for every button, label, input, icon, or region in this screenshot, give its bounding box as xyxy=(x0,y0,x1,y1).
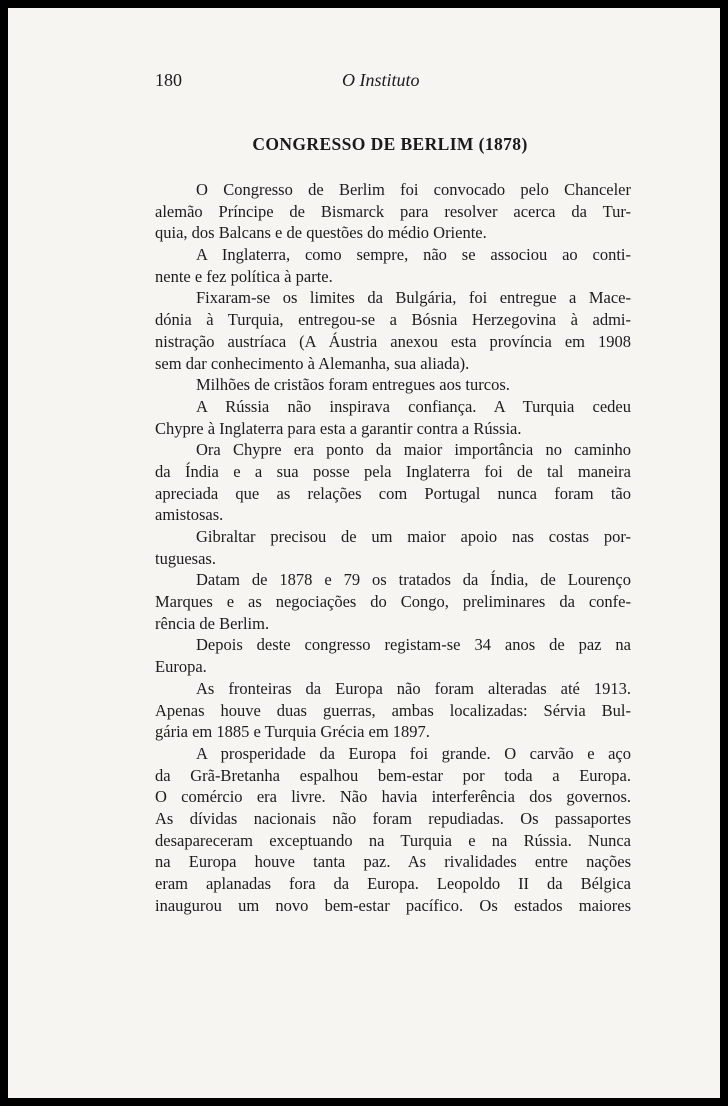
text-line: A Inglaterra, como sempre, não se associou ao conti- xyxy=(196,245,631,265)
text-line: Marques e as negociações do Congo, preliminares da confe- xyxy=(155,592,631,612)
text-line: O comércio era livre. Não havia interferência dos governos. xyxy=(155,787,631,807)
text-line: apreciada que as relações com Portugal nunca foram tão xyxy=(155,483,631,503)
text-line: sem dar conhecimento à Alemanha, sua aliada). xyxy=(155,353,470,373)
page-number: 180 xyxy=(155,70,182,90)
book-page xyxy=(8,8,720,1098)
text-line: desapareceram exceptuando na Turquia e na Rússia. Nunca xyxy=(155,830,631,850)
text-line: As fronteiras da Europa não foram alteradas até 1913. xyxy=(196,678,631,698)
text-line: A prosperidade da Europa foi grande. O carvão e aço xyxy=(196,743,631,763)
text-line: da Grã-Bretanha espalhou bem-estar por toda a Europa. xyxy=(155,765,631,785)
text-line: As dívidas nacionais não foram repudiadas. Os passaportes xyxy=(155,808,631,828)
text-line: Chypre à Inglaterra para esta a garantir contra a Rússia. xyxy=(155,418,522,438)
text-line: O Congresso de Berlim foi convocado pelo Chanceler xyxy=(196,180,631,199)
text-line: na Europa houve tanta paz. As rivalidades entre nações xyxy=(155,852,631,872)
text-line: quia, dos Balcans e de questões do médio Oriente. xyxy=(155,223,487,243)
text-line: Milhões de cristãos foram entregues aos turcos. xyxy=(196,375,510,395)
text-line: alemão Príncipe de Bismarck para resolver acerca da Tur- xyxy=(155,201,631,221)
text-line: eram aplanadas fora da Europa. Leopoldo II da Bélgica xyxy=(155,874,631,893)
text-line: amistosas. xyxy=(155,505,224,525)
running-title: O Instituto xyxy=(342,70,420,90)
section-title: CONGRESSO DE BERLIM (1878) xyxy=(252,134,528,154)
text-line: dónia à Turquia, entregou-se a Bósnia Herzegovina à admi- xyxy=(155,310,631,330)
text-line: rência de Berlim. xyxy=(155,613,270,633)
text-line: nente e fez política à parte. xyxy=(155,266,333,286)
text-line: Datam de 1878 e 79 os tratados da Índia, de Lourenço xyxy=(196,570,631,590)
text-line: Ora Chypre era ponto da maior importância no caminho xyxy=(196,440,631,460)
body-text xyxy=(155,179,631,916)
text-line: Europa. xyxy=(155,657,207,677)
text-line: da Índia e a sua posse pela Inglaterra foi de tal maneira xyxy=(155,461,631,481)
text-line: Depois deste congresso registam-se 34 anos de paz na xyxy=(196,635,631,655)
text-line: Gibraltar precisou de um maior apoio nas costas por- xyxy=(196,527,631,546)
text-line: gária em 1885 e Turquia Grécia em 1897. xyxy=(155,722,430,742)
text-line: Apenas houve duas guerras, ambas localizadas: Sérvia Bul- xyxy=(155,700,631,720)
text-line: nistração austríaca (A Áustria anexou esta província em 1908 xyxy=(155,331,631,351)
text-line: tuguesas. xyxy=(155,548,216,568)
text-line: inaugurou um novo bem-estar pacífico. Os estados maiores xyxy=(155,895,631,915)
text-line: Fixaram-se os limites da Bulgária, foi entregue a Mace- xyxy=(196,288,631,308)
text-line: A Rússia não inspirava confiança. A Turquia cedeu xyxy=(196,396,631,416)
